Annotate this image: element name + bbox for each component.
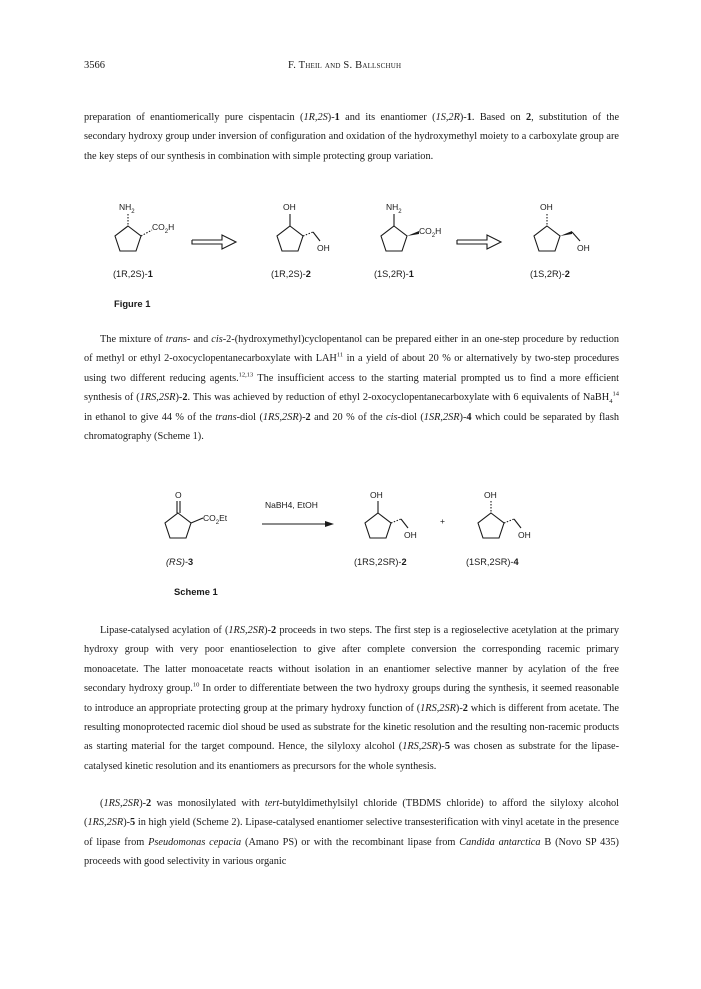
svg-text:OH: OH (518, 530, 531, 540)
scheme-caption: Scheme 1 (174, 586, 218, 597)
scheme1-drawing (0, 484, 701, 584)
svg-text:CO2H: $CO_2H$ (152, 222, 175, 235)
body-paragraph: Lipase-catalysed acylation of (1RS,2SR)-2 proceeds in two steps. The first step is a regioselective acetylation at the primary hydroxy group with very poor enantioselection to give after complete conversion the corresponding racemic primary monoacetate. The latter monoacetate reacts without isolation in an enantiomer selective manner by acylation of the free secondary hydroxy group.$^{10}$ In order to differentiate between the two hydroxy groups during the synthesis, it seemed reasonable to introduce an appropriate protecting group at the primary hydroxy function of (1RS,2SR)-2 which is different from acetate. The resulting monoprotected racemic diol shoud be used as substrate for the kinetic resolution and the resulting non-racemic products as starting material for the target compound. Hence, the silyloxy alcohol (1RS,2SR)-5 was chosen as substrate for the lipase-catalysed kinetic resolution and its enantiomers as precursors for the whole synthesis. (84, 625, 619, 772)
compound-label: (1S,2R)-2 (530, 269, 570, 279)
structure-diol-1S2R (534, 202, 590, 253)
reaction-arrow (262, 500, 334, 527)
page-number: 3566 (84, 60, 105, 71)
svg-text:CO2H: $CO_2H$ (419, 226, 442, 239)
compound-label: (1SR,2SR)-4 (466, 557, 519, 567)
svg-text:OH: OH (317, 243, 330, 253)
structure-cispentacin-1R2S (115, 202, 174, 251)
svg-text:NaBH4, EtOH: NaBH4, EtOH (265, 500, 318, 510)
structure-trans-diol-2 (365, 490, 417, 540)
svg-text:O: O (175, 490, 182, 500)
svg-text:OH: OH (540, 202, 553, 212)
svg-text:CO2Et: $CO_2Et$ (203, 513, 228, 526)
compound-label: (1S,2R)-1 (374, 269, 414, 279)
compound-label: (RS)-3 (166, 557, 194, 567)
svg-text:OH: OH (283, 202, 296, 212)
figure1-drawing (0, 198, 701, 298)
body-paragraph: (1RS,2SR)-2 was monosilylated with tert-butyldimethylsilyl chloride (TBDMS chloride) to afford the silyloxy alcohol (1RS,2SR)-5 in high yield (Scheme 2). Lipase-catalysed enantiomer selective transesterification with vinyl acetate in the presence of lipase from Pseudomonas cepacia (Amano PS) or with the recombinant lipase from Candida antarctica B (Novo SP 435) proceeds with good selectivity in various organic (84, 798, 619, 868)
figure-caption: Figure 1 (114, 298, 151, 309)
compound-label: (1R,2S)-2 (271, 269, 311, 279)
structure-ketoester-3 (165, 490, 228, 538)
structure-cispentacin-1S2R (381, 202, 441, 251)
structure-diol-1R2S (277, 202, 330, 253)
svg-text:OH: OH (370, 490, 383, 500)
intro-paragraph: preparation of enantiomerically pure cispentacin (1R,2S)-1 and its enantiomer (1S,2R)-1. Based on 2, substitution of the secondary hydroxy group under inversion of configuration and oxidation of the hydroxymethyl moiety to a carboxylate group are the key steps of our synthesis in combination with simple protecting group variation. (84, 112, 620, 162)
retrosynthesis-arrow (457, 235, 501, 249)
plus-sign: + (440, 516, 445, 526)
svg-text:OH: OH (484, 490, 497, 500)
body-paragraph: The mixture of trans- and cis-2-(hydroxymethyl)cyclopentanol can be prepared either in an one-step procedure by reduction of methyl or ethyl 2-oxocyclopentanecarboxylate with LAH$^{11}$ in a yield of about 20 % or alternatively by two-step procedures using two different reducing agents.$^{12,13}$ The insufficient access to the starting material prompted us to find a more efficient synthesis of (1RS,2SR)-2. This was achieved by reduction of ethyl 2-oxocyclopentanecarboxylate with 6 equivalents of NaBH$_4^{14}$ in ethanol to give 44 % of the trans-diol (1RS,2SR)-2 and 20 % of the cis-diol (1SR,2SR)-4 which could be separated by flash chromatography (Scheme 1). (84, 334, 619, 443)
structure-cis-diol-4 (478, 490, 531, 540)
svg-text:NH2: $NH_2$ (119, 202, 135, 215)
retrosynthesis-arrow (192, 235, 236, 249)
svg-text:NH2: $NH_2$ (386, 202, 402, 215)
svg-text:OH: OH (577, 243, 590, 253)
running-header-authors: F. Theil and S. Ballschuh (288, 60, 402, 71)
svg-text:OH: OH (404, 530, 417, 540)
compound-label: (1R,2S)-1 (113, 269, 153, 279)
compound-label: (1RS,2SR)-2 (354, 557, 407, 567)
